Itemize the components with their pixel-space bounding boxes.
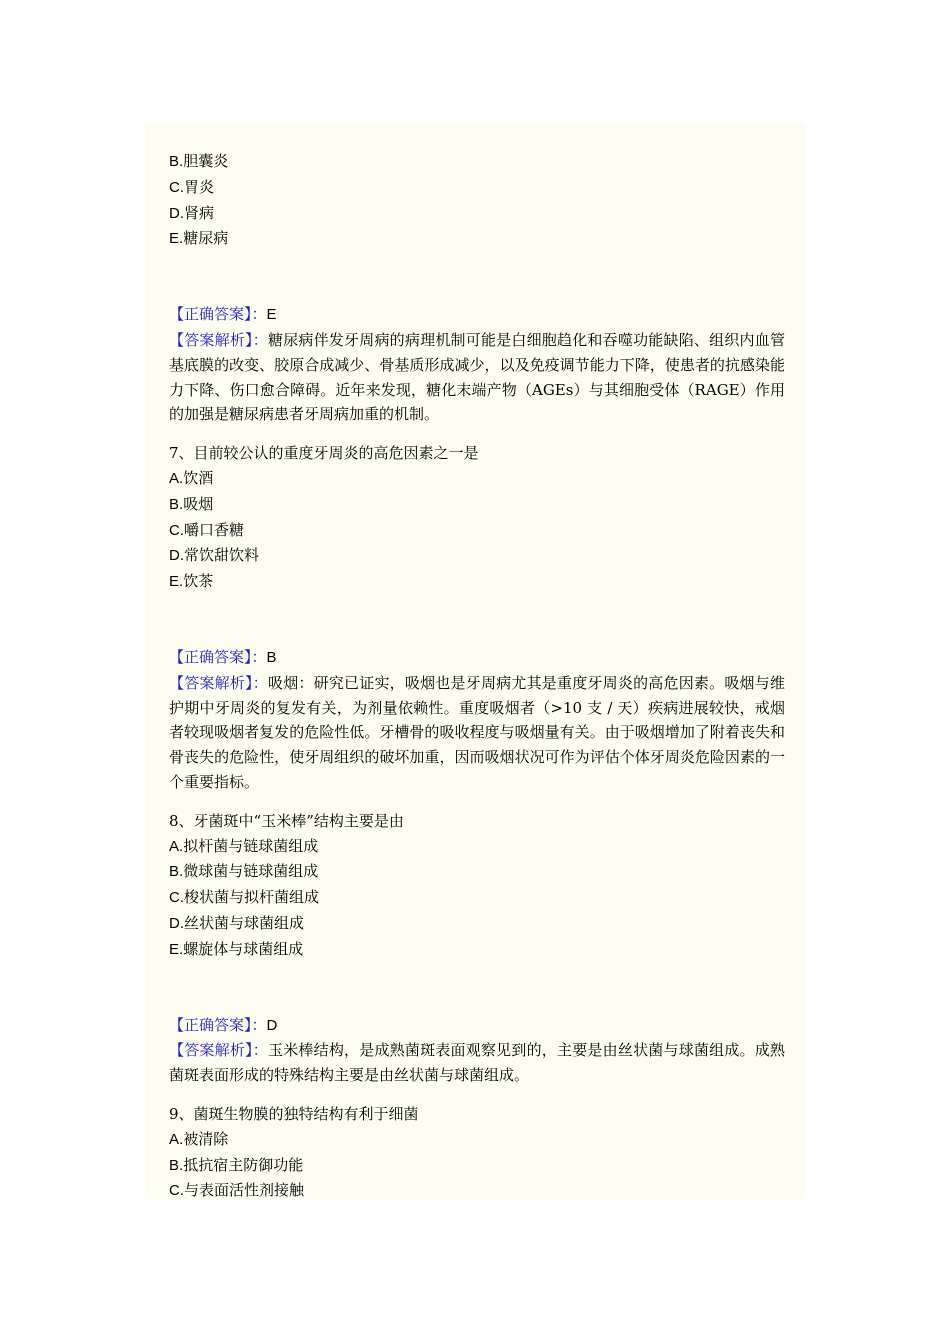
option-b bbox=[169, 149, 785, 175]
option-text: 微球菌与链球菌组成 bbox=[183, 862, 319, 881]
option-e bbox=[169, 569, 785, 595]
option-text: 吸烟 bbox=[183, 494, 214, 513]
option-letter: A. bbox=[169, 469, 184, 487]
explanation-label: 【答案解析】： bbox=[169, 1041, 268, 1060]
explanation-text: 糖尿病伴发牙周病的病理机制可能是白细胞趋化和吞噬功能缺陷、组织内血管基底膜的改变、胶原合成减少、骨基质形成减少，以及免疫调节能力下降，使患者的抗感染能力下降、伤口愈合障碍。近年来发现，糖化末端产物（AGEs）与其细胞受体（RAGE）作用的加强是糖尿病患者牙周病加重的机制。 bbox=[169, 330, 785, 424]
option-letter: B. bbox=[169, 863, 184, 881]
answer-explanation bbox=[169, 671, 785, 795]
explanation-label: 【答案解析】： bbox=[169, 673, 268, 692]
document-content bbox=[169, 149, 785, 1204]
option-text: 与表面活性剂接触 bbox=[184, 1181, 305, 1200]
option-text: 常饮甜饮料 bbox=[184, 546, 260, 565]
option-text: 丝状菌与球菌组成 bbox=[184, 913, 305, 932]
option-letter: A. bbox=[169, 1130, 184, 1148]
option-letter: D. bbox=[169, 914, 184, 932]
option-letter: C. bbox=[169, 178, 184, 196]
explanation-text: 吸烟：研究已证实，吸烟也是牙周病尤其是重度牙周炎的高危因素。吸烟与维护期中牙周炎的复发有关，为剂量依赖性。重度吸烟者（>10 支 / 天）疾病进展较快，戒烟者较现吸烟者复发的危险性低。牙槽骨的吸收程度与吸烟量有关。由于吸烟增加了附着丧失和骨丧失的危险性，使牙周组织的破坏加重，因而吸烟状况可作为评估个体牙周炎危险因素的一个重要指标。 bbox=[169, 673, 785, 791]
option-text: 抵抗宿主防御功能 bbox=[183, 1155, 304, 1174]
explanation-text: 玉米棒结构，是成熟菌斑表面观察见到的，主要是由丝状菌与球菌组成。成熟菌斑表面形成的特殊结构主要是由丝状菌与球菌组成。 bbox=[169, 1041, 785, 1085]
option-text: 饮酒 bbox=[183, 468, 214, 487]
option-text: 胆囊炎 bbox=[183, 152, 229, 170]
question-stem: 7、目前较公认的重度牙周炎的高危因素之一是 bbox=[169, 444, 479, 463]
explanation-label: 【答案解析】： bbox=[169, 330, 268, 349]
option-text: 糖尿病 bbox=[183, 229, 229, 248]
option-c bbox=[169, 518, 785, 544]
option-text: 螺旋体与球菌组成 bbox=[183, 939, 304, 958]
option-b bbox=[169, 1153, 785, 1179]
answer-value: E bbox=[266, 306, 277, 324]
option-text: 胃炎 bbox=[184, 177, 215, 196]
answer-value: B bbox=[266, 648, 277, 666]
option-d bbox=[169, 201, 785, 227]
option-letter: E. bbox=[169, 940, 184, 958]
option-d bbox=[169, 911, 785, 937]
option-letter: C. bbox=[169, 1182, 184, 1200]
question-stem: 8、牙菌斑中“玉米棒”结构主要是由 bbox=[169, 811, 404, 830]
option-c bbox=[169, 175, 785, 201]
option-letter: E. bbox=[169, 230, 184, 248]
option-letter: E. bbox=[169, 573, 184, 591]
answer-label: 【正确答案】： bbox=[169, 1015, 267, 1034]
option-d bbox=[169, 543, 785, 569]
option-letter: B. bbox=[169, 153, 184, 170]
option-b bbox=[169, 859, 785, 885]
answer-explanation bbox=[169, 328, 785, 427]
option-letter: B. bbox=[169, 1156, 184, 1174]
correct-answer bbox=[169, 302, 785, 328]
option-a bbox=[169, 466, 785, 492]
option-e bbox=[169, 937, 785, 963]
option-text: 嚼口香糖 bbox=[184, 520, 245, 539]
option-a bbox=[169, 1127, 785, 1153]
answer-value: D bbox=[266, 1016, 278, 1034]
option-c bbox=[169, 1178, 785, 1204]
question-stem: 9、菌斑生物膜的独特结构有利于细菌 bbox=[169, 1104, 419, 1123]
option-text: 梭状菌与拟杆菌组成 bbox=[184, 888, 320, 907]
answer-label: 【正确答案】： bbox=[169, 647, 267, 666]
option-text: 被清除 bbox=[183, 1129, 229, 1148]
option-letter: D. bbox=[169, 547, 184, 565]
option-text: 肾病 bbox=[184, 203, 215, 222]
option-letter: C. bbox=[169, 521, 184, 539]
option-letter: A. bbox=[169, 837, 184, 855]
option-letter: B. bbox=[169, 495, 184, 513]
answer-explanation bbox=[169, 1038, 785, 1088]
option-letter: C. bbox=[169, 889, 184, 907]
option-text: 饮茶 bbox=[183, 572, 214, 591]
document-page bbox=[145, 123, 805, 1199]
correct-answer bbox=[169, 645, 785, 671]
option-c bbox=[169, 885, 785, 911]
option-b bbox=[169, 492, 785, 518]
answer-label: 【正确答案】： bbox=[169, 305, 267, 324]
option-text: 拟杆菌与链球菌组成 bbox=[183, 836, 319, 855]
option-a bbox=[169, 834, 785, 860]
option-e bbox=[169, 226, 785, 252]
option-letter: D. bbox=[169, 204, 184, 222]
correct-answer bbox=[169, 1013, 785, 1039]
